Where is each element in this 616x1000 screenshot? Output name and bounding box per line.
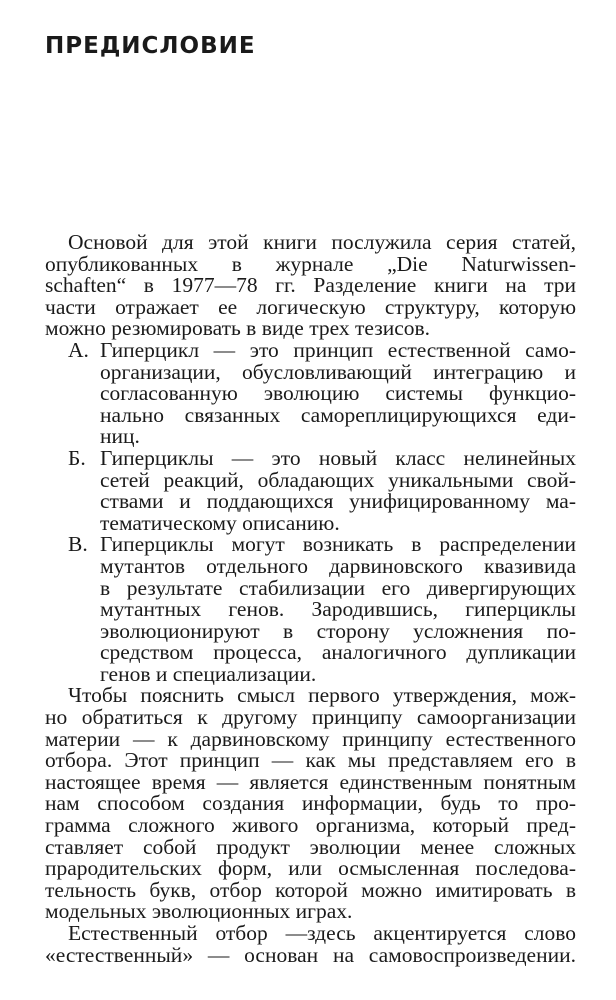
- thesis-a: [68, 337, 576, 449]
- text-line: но обратиться к другому принципу самоорганизации: [45, 705, 576, 730]
- text-line: сетей реакций, обладающих уникальными свой-: [100, 467, 576, 492]
- text-line: мутантных генов. Зародившись, гиперциклы: [100, 597, 576, 622]
- text-line: нально связанных самореплицирующихся еди-: [100, 402, 576, 427]
- intro-paragraph: [45, 230, 576, 341]
- page-title: ПРЕДИСЛОВИЕ: [45, 33, 256, 59]
- text-line: Чтобы пояснить смысл первого утверждения, мож-: [68, 683, 576, 708]
- list-marker: В.: [68, 532, 88, 557]
- text-line: нам способом создания информации, будь то про-: [45, 791, 576, 816]
- text-line: Гиперцикл — это принцип естественной само-: [100, 337, 576, 362]
- text-line: материи — к дарвиновскому принципу естественного: [45, 726, 576, 751]
- text-line: ниц.: [100, 424, 140, 449]
- text-line: тематическому описанию.: [100, 510, 340, 535]
- thesis-b: [68, 445, 576, 535]
- text-line: опубликованных в журнале „Die Naturwissen-: [45, 251, 576, 276]
- text-line: Гиперциклы могут возникать в распределении: [100, 532, 576, 557]
- text-line: можно резюмировать в виде трех тезисов.: [45, 316, 431, 341]
- text-line: настоящее время — является единственным понятным: [45, 769, 576, 794]
- text-line: Естественный отбор —здесь акцентируется слово: [68, 921, 576, 945]
- text-line: модельных эволюционных играх.: [45, 899, 353, 924]
- text-line: Гиперциклы — это новый класс нелинейных: [100, 445, 576, 470]
- paragraph-natural-selection: [45, 921, 576, 967]
- text-line: эволюционируют в сторону усложнения по-: [100, 618, 576, 643]
- text-line: в результате стабилизации его дивергирующих: [100, 575, 576, 600]
- paragraph-selection-principle: [45, 683, 576, 924]
- text-line: генов и специализации.: [100, 661, 317, 686]
- text-line: организации, обусловливающий интеграцию и: [100, 359, 576, 384]
- text-line: schaften“ в 1977—78 гг. Разделение книги на три: [45, 273, 576, 298]
- list-marker: А.: [68, 337, 89, 362]
- list-marker: Б.: [68, 445, 86, 470]
- text-line: прародительских форм, или осмысленная последова-: [45, 856, 576, 881]
- text-line: «естественный» — основан на самовоспроизведении.: [45, 942, 576, 967]
- text-line: мутантов отдельного дарвиновского квазивида: [100, 553, 576, 578]
- text-line: грамма сложного живого организма, который пред-: [45, 813, 576, 838]
- text-line: ствами и поддающихся унифицированному ма-: [100, 489, 576, 514]
- text-line: Основой для этой книги послужила серия статей,: [68, 230, 576, 254]
- text-line: ставляет собой продукт эволюции менее сложных: [45, 834, 576, 859]
- text-line: отбора. Этот принцип — как мы представляем его в: [45, 748, 576, 773]
- text-line: согласованную эволюцию системы функцио-: [100, 381, 576, 406]
- text-line: части отражает ее логическую структуру, которую: [45, 294, 576, 319]
- text-line: средством процесса, аналогичного дупликации: [100, 640, 576, 665]
- text-line: тельность букв, отбор которой можно имитировать в: [45, 877, 576, 902]
- thesis-c: [68, 534, 576, 685]
- preface-text: [45, 230, 576, 967]
